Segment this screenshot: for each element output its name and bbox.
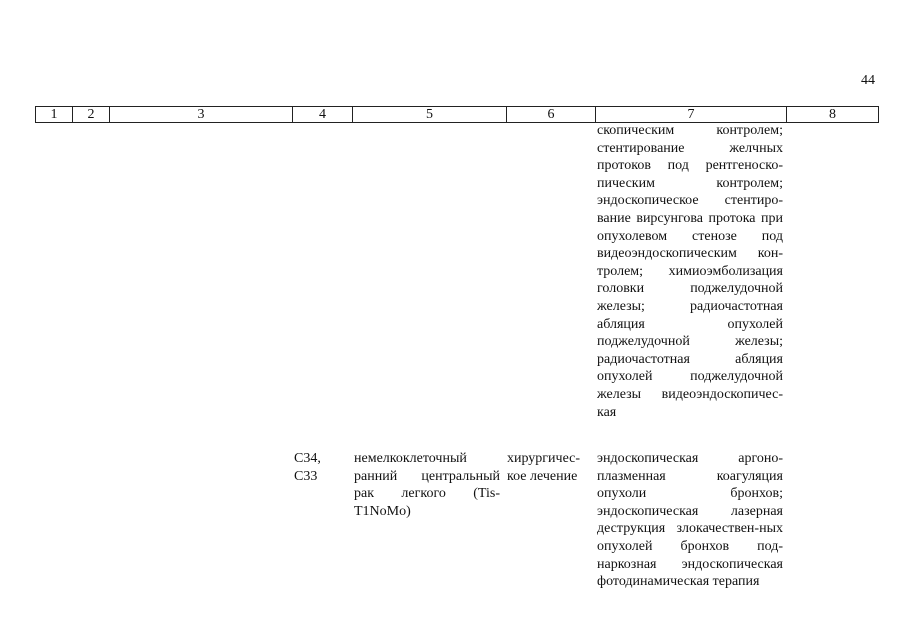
page-number: 44 (861, 73, 875, 88)
diagnosis-text: немелкоклеточный ранний центральный рак легкого (Tis-T1NoMo) (354, 451, 500, 519)
column-header-2: 2 (73, 107, 110, 123)
continued-method-list: скопическим контролем; стентирование желчных протоков под рентгеноско-пическим контролем; эндоскопическое стентиро-вание вирсунгова протока при опухолевом стенозе под видеоэндоскопическим кон-тролем; химиоэмболизация головки поджелудочной железы; радиочастотная абляция опухолей поджелудочной железы; радиочастотная абляция опухолей поджелудочной железы видеоэндоскопичес-кая (597, 123, 783, 420)
column-header-7: 7 (596, 107, 787, 123)
column-number-header (35, 106, 879, 123)
column-header-5: 5 (353, 107, 507, 123)
column-header-3: 3 (110, 107, 293, 123)
treatment-type: хирургичес-кое лечение (507, 451, 581, 484)
column-header-1: 1 (36, 107, 73, 123)
column-header-8: 8 (787, 107, 879, 123)
column-header-4: 4 (293, 107, 353, 123)
column-header-6: 6 (507, 107, 596, 123)
method-list: эндоскопическая аргоно-плазменная коагуляция опухоли бронхов; эндоскопическая лазерная деструкция злокачествен-ных опухолей бронхов под-наркозная эндоскопическая фотодинамическая терапия (597, 451, 783, 590)
icd-codes: C34, C33 (294, 451, 321, 484)
